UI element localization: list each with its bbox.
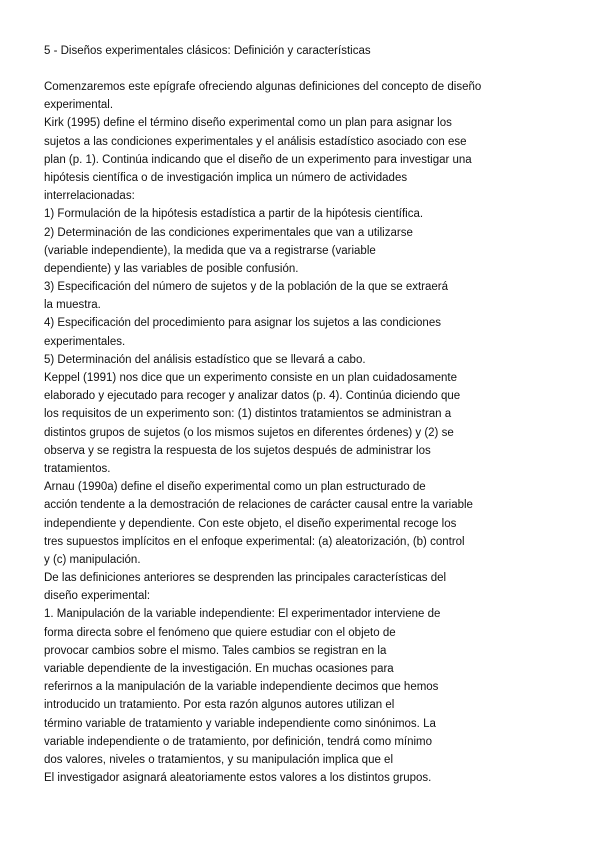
text-line: plan (p. 1). Continúa indicando que el diseño de un experimento para investigar una [44,153,472,166]
text-line: independiente y dependiente. Con este objeto, el diseño experimental recoge los [44,517,457,530]
text-line: provocar cambios sobre el mismo. Tales cambios se registran en la [44,644,387,657]
text-line: variable dependiente de la investigación. En muchas ocasiones para [44,663,394,675]
text-line: experimentales. [44,335,126,348]
text-line: referirnos a la manipulación de la variable independiente decimos que hemos [44,681,439,694]
text-line: Arnau (1990a) define el diseño experimental como un plan estructurado de [44,481,426,494]
text-line: 4) Especificación del procedimiento para asignar los sujetos a las condiciones [44,317,441,330]
document-body [44,78,564,787]
text-line: Keppel (1991) nos dice que un experimento consiste en un plan cuidadosamente [44,372,458,384]
text-line: diseño experimental: [44,590,151,603]
text-line: tres supuestos implícitos en el enfoque experimental: (a) aleatorización, (b) control [44,535,465,548]
text-line: la muestra. [44,299,101,312]
text-line: y (c) manipulación. [44,553,141,566]
section-heading: 5 - Diseños experimentales clásicos: Definición y características [44,45,371,57]
text-line: 3) Especificación del número de sujetos y de la población de la que se extraerá [44,281,449,294]
text-line: los requisitos de un experimento son: (1) distintos tratamientos se administran a [44,408,452,421]
text-line: distintos grupos de sujetos (o los mismos sujetos en diferentes órdenes) y (2) se [44,426,454,439]
text-line: experimental. [44,99,114,112]
text-line: tratamientos. [44,462,111,475]
text-line: (variable independiente), la medida que va a registrarse (variable [44,244,376,257]
text-line: Kirk (1995) define el término diseño experimental como un plan para asignar los [44,117,452,130]
text-line: Comenzaremos este epígrafe ofreciendo algunas definiciones del concepto de diseño [44,81,482,93]
text-line: El investigador asignará aleatoriamente estos valores a los distintos grupos. [44,772,432,785]
text-line: observa y se registra la respuesta de los sujetos después de administrar los [44,444,431,457]
text-line: hipótesis científica o de investigación implica un número de actividades [44,171,408,184]
text-line: término variable de tratamiento y variable independiente como sinónimos. La [44,717,436,730]
text-line: acción tendente a la demostración de relaciones de carácter causal entre la variable [44,499,473,512]
text-line: introducido un tratamiento. Por esta razón algunos autores utilizan el [44,699,395,712]
text-line: interrelacionadas: [44,190,135,203]
text-line: 2) Determinación de las condiciones experimentales que van a utilizarse [44,226,413,239]
text-line: De las definiciones anteriores se desprenden las principales características del [44,572,447,585]
text-line: dos valores, niveles o tratamientos, y su manipulación implica que el [44,753,394,766]
text-line: dependiente) y las variables de posible confusión. [44,262,299,275]
text-line: variable independiente o de tratamiento, por definición, tendrá como mínimo [44,735,433,748]
text-line: forma directa sobre el fenómeno que quiere estudiar con el objeto de [44,626,396,639]
text-line: 5) Determinación del análisis estadístico que se llevará a cabo. [44,353,366,366]
text-line: 1) Formulación de la hipótesis estadística a partir de la hipótesis científica. [44,208,424,221]
text-line: sujetos a las condiciones experimentales y el análisis estadístico asociado con ese [44,135,467,148]
text-line: elaborado y ejecutado para recoger y analizar datos (p. 4). Continúa diciendo que [44,390,461,403]
text-line: 1. Manipulación de la variable independiente: El experimentador interviene de [44,608,441,621]
